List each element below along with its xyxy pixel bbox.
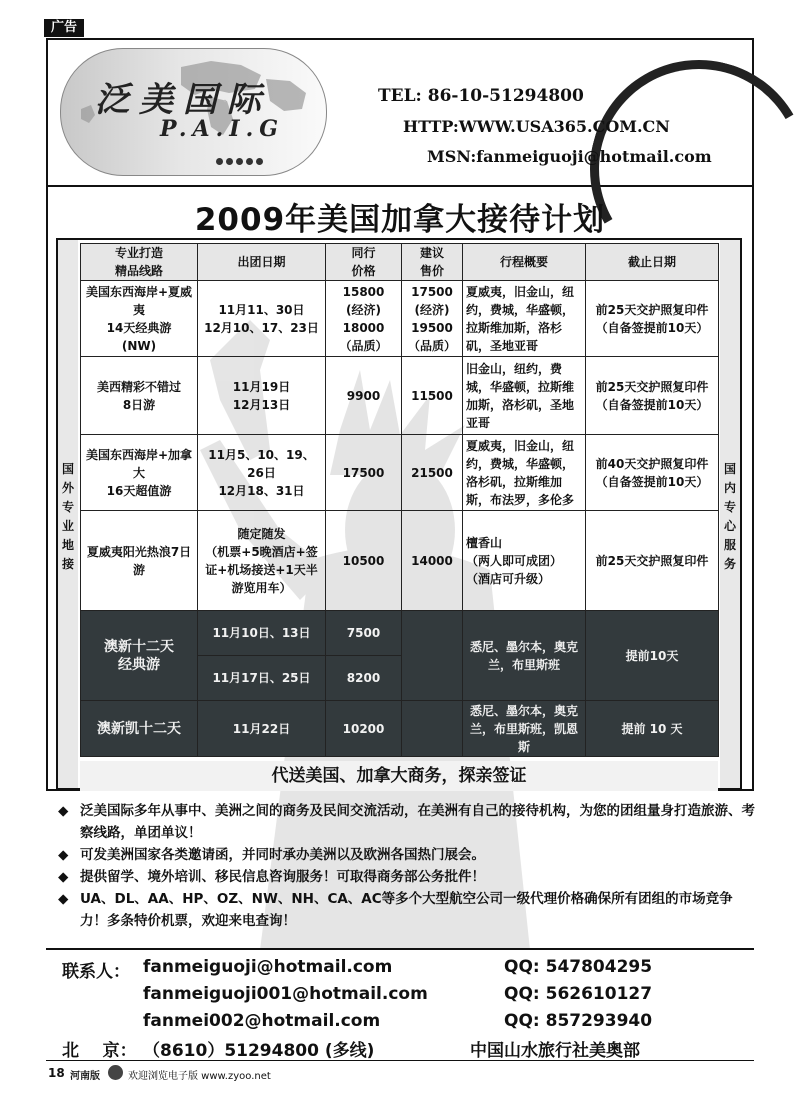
contact-qq-1: QQ: 547804295: [504, 957, 653, 977]
peer-price-cell: 10200: [326, 701, 402, 757]
retail-price-cell: 17500 (经济) 19500 （品质）: [402, 281, 463, 357]
diamond-icon: ◆: [58, 869, 69, 885]
ad-label: 广告: [44, 19, 84, 37]
bullet-item: [58, 844, 758, 866]
bullet-text: UA、DL、AA、HP、OZ、NW、NH、CA、AC等多个大型航空公司一级代理价格确保所有团组的市场竞争力！多条特价机票，欢迎来电查询！: [80, 891, 733, 929]
contact-email-1[interactable]: fanmeiguoji@hotmail.com: [143, 957, 393, 977]
bullet-text: 泛美国际多年从事中、美洲之间的商务及民间交流活动，在美洲有自己的接待机构，为您的团组量身打造旅游、考察线路，单团单议！: [80, 803, 755, 841]
route-cell: 澳新十二天 经典游: [81, 611, 198, 701]
dark-table-row: [81, 701, 719, 757]
divider-bottom: [46, 1060, 754, 1061]
peer-price-cell: 7500: [326, 611, 402, 656]
table-header-row: [81, 244, 719, 281]
dates-cell: 11月22日: [198, 701, 326, 757]
bullet-list: [58, 800, 758, 932]
edition-label: 河南版: [70, 1071, 100, 1082]
dates-cell: 11月11、30日 12月10、17、23日: [198, 281, 326, 357]
summary-cell: 悉尼、墨尔本，奥克兰，布里斯班: [463, 611, 586, 701]
diamond-icon: ◆: [58, 803, 69, 819]
deadline-cell: 前25天交护照复印件: [586, 511, 719, 611]
contact-qq-3: QQ: 857293940: [504, 1011, 653, 1031]
table-header-cell: 行程概要: [463, 244, 586, 281]
dark-table-row: [81, 611, 719, 656]
peer-price-cell: 10500: [326, 511, 402, 611]
footer-tagline: 欢迎浏览电子版 www.zyoo.net: [128, 1071, 271, 1082]
bullet-text: 可发美洲国家各类邀请函，并同时承办美洲以及欧洲各国热门展会。: [80, 847, 485, 863]
summary-cell: 檀香山 （两人即可成团） （酒店可升级）: [463, 511, 586, 611]
bullet-item: [58, 888, 758, 932]
retail-price-cell: [402, 701, 463, 757]
brand-name-cn: 泛美国际: [95, 80, 271, 120]
route-cell: 夏威夷阳光热浪7日游: [81, 511, 198, 611]
divider: [46, 948, 754, 950]
tel-line: TEL: 86-10-51294800: [378, 86, 584, 106]
table-header-cell: 截止日期: [586, 244, 719, 281]
contact-label: 联系人：: [62, 962, 130, 982]
table-header-cell: 同行 价格: [326, 244, 402, 281]
table-row: [81, 357, 719, 435]
contact-qq-2: QQ: 562610127: [504, 984, 653, 1004]
dates-cell: 11月19日 12月13日: [198, 357, 326, 435]
table-header-cell: 出团日期: [198, 244, 326, 281]
peer-price-cell: 17500: [326, 435, 402, 511]
beijing-label: 北 京：: [62, 1041, 137, 1061]
beijing-phone: （8610）51294800 (多线): [143, 1041, 375, 1061]
tour-table: [80, 243, 719, 757]
visa-services-line: 代送美国、加拿大商务，探亲签证: [80, 761, 718, 791]
peer-price-cell: 8200: [326, 656, 402, 701]
diamond-icon: ◆: [58, 891, 69, 907]
route-cell: 美国东西海岸+夏威夷 14天经典游 (NW): [81, 281, 198, 357]
diamond-icon: ◆: [58, 847, 69, 863]
bullet-item: [58, 866, 758, 888]
summary-cell: 夏威夷，旧金山，纽约，费城，华盛顿，洛杉矶，拉斯维加斯，布法罗，多伦多: [463, 435, 586, 511]
logo-dots: [216, 158, 276, 168]
summary-cell: 夏威夷，旧金山，纽约，费城，华盛顿，拉斯维加斯，洛杉矶，圣地亚哥: [463, 281, 586, 357]
route-cell: 澳新凯十二天: [81, 701, 198, 757]
peer-price-cell: 15800 (经济) 18000 （品质）: [326, 281, 402, 357]
table-row: [81, 511, 719, 611]
website-line: HTTP:WWW.USA365.COM.CN: [403, 117, 670, 136]
side-label-right: 国内专心服务: [723, 462, 736, 571]
peer-price-cell: 9900: [326, 357, 402, 435]
brand-name-en: P.A.I.G: [160, 116, 285, 142]
contact-email-2[interactable]: fanmeiguoji001@hotmail.com: [143, 984, 428, 1004]
bullet-text: 提供留学、境外培训、移民信息咨询服务！可取得商务部公务批件！: [80, 869, 485, 885]
deadline-cell: 前25天交护照复印件 （自备签提前10天）: [586, 357, 719, 435]
retail-price-cell: [402, 611, 463, 701]
dates-cell: 11月5、10、19、26日 12月18、31日: [198, 435, 326, 511]
table-row: [81, 281, 719, 357]
page-number: 18: [48, 1066, 65, 1080]
deadline-cell: 提前 10 天: [586, 701, 719, 757]
retail-price-cell: 14000: [402, 511, 463, 611]
route-cell: 美西精彩不错过 8日游: [81, 357, 198, 435]
table-header-cell: 建议 售价: [402, 244, 463, 281]
deadline-cell: 前25天交护照复印件 （自备签提前10天）: [586, 281, 719, 357]
page-title: 2009年美国加拿大接待计划: [194, 202, 606, 238]
route-cell: 美国东西海岸+加拿大 16天超值游: [81, 435, 198, 511]
summary-cell: 悉尼、墨尔本，奥克兰，布里斯班，凯恩斯: [463, 701, 586, 757]
tour-table-body: [81, 244, 719, 757]
deadline-cell: 前40天交护照复印件 （自备签提前10天）: [586, 435, 719, 511]
bullet-item: [58, 800, 758, 844]
edition-badge-icon: [108, 1065, 123, 1080]
retail-price-cell: 21500: [402, 435, 463, 511]
agency-name: 中国山水旅行社美奥部: [470, 1041, 640, 1061]
table-row: [81, 435, 719, 511]
summary-cell: 旧金山，纽约，费城，华盛顿，拉斯维加斯，洛杉矶，圣地亚哥: [463, 357, 586, 435]
side-label-left: 国外专业地接: [61, 462, 74, 571]
dates-cell: 11月17日、25日: [198, 656, 326, 701]
dates-cell: 随定随发 （机票+5晚酒店+签证+机场接送+1天半游览用车）: [198, 511, 326, 611]
dates-cell: 11月10日、13日: [198, 611, 326, 656]
msn-line: MSN:fanmeiguoji@hotmail.com: [427, 147, 712, 166]
deadline-cell: 提前10天: [586, 611, 719, 701]
retail-price-cell: 11500: [402, 357, 463, 435]
contact-email-3[interactable]: fanmei002@hotmail.com: [143, 1011, 381, 1031]
table-header-cell: 专业打造 精品线路: [81, 244, 198, 281]
